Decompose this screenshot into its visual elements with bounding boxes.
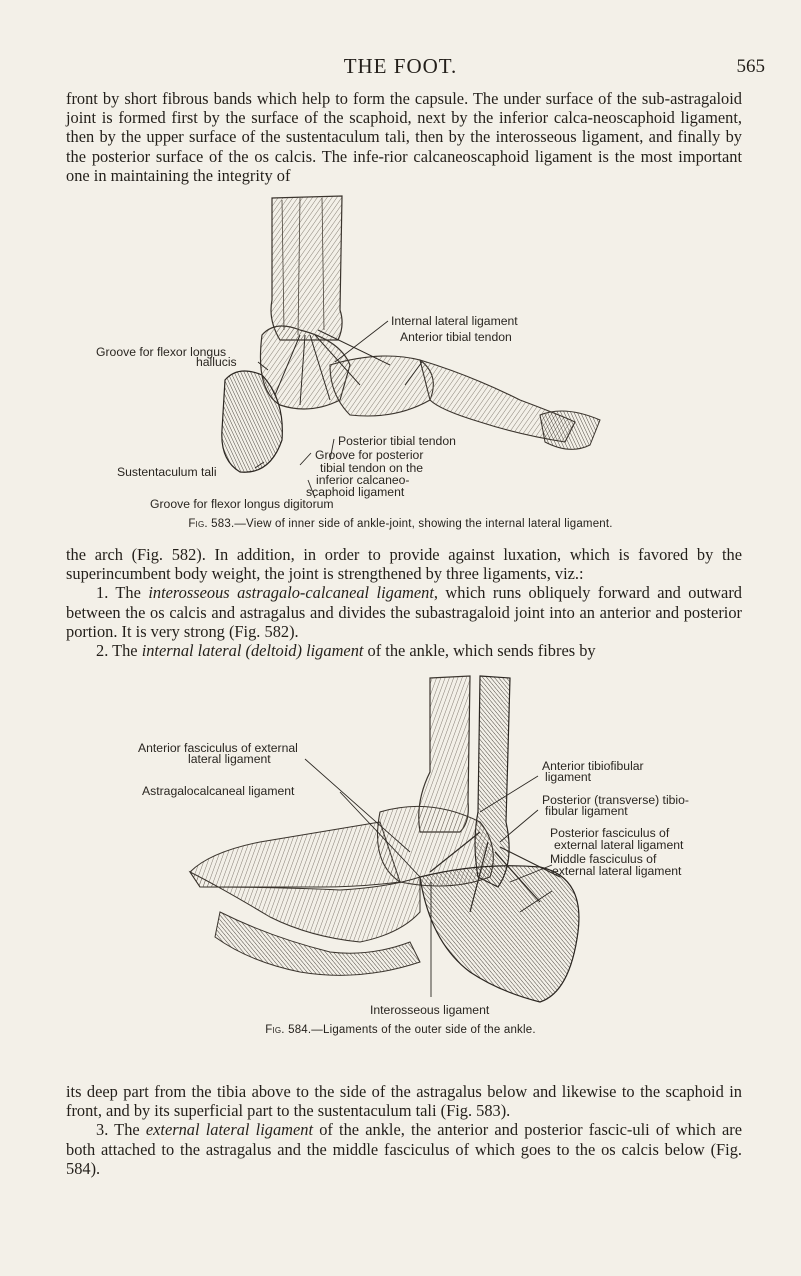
label-groove-posterior-3: inferior calcaneo- (316, 473, 410, 487)
label-interosseous-ligament: Interosseous ligament (370, 1003, 490, 1017)
caption-fig-584-number: Fig. 584. (265, 1024, 312, 1036)
caption-fig-583-number: Fig. 583. (188, 518, 235, 530)
item-2-name-c: ligament (306, 641, 364, 661)
item-3-name: external lateral ligament (145, 1120, 314, 1140)
label-astragalocalcaneal-ligament: Astragalocalcaneal ligament (142, 784, 295, 798)
label-posterior-fasciculus-2: external lateral ligament (554, 838, 684, 852)
paragraph-3-text: its deep part from the tibia above to the side of the astragalus below and likewise to the scaphoid in front, and by its superficial part to the sustentaculum tali (Fig. 583). (66, 1082, 742, 1121)
page-title: THE FOOT. (343, 54, 458, 78)
label-sustentaculum-tali: Sustentaculum tali (117, 465, 217, 479)
figure-584 (0, 672, 801, 1072)
paragraph-2 (66, 545, 742, 660)
label-anterior-tibial-tendon: Anterior tibial tendon (400, 330, 512, 344)
caption-fig-584 (0, 1024, 801, 1036)
item-3-number: 3. The (96, 1120, 146, 1140)
paragraph-2-intro: the arch (Fig. 582). In addition, in order to provide against luxation, which is favored by the superincumbent body weight, the joint is strengthened by three ligaments, viz.: (66, 545, 742, 584)
label-posterior-transverse-2: fibular ligament (545, 804, 628, 818)
item-2-number: 2. The (96, 641, 142, 661)
label-anterior-fasciculus-1: Anterior fasciculus of external (138, 741, 298, 755)
caption-fig-583-text: —View of inner side of ankle-joint, showing the internal lateral ligament. (234, 518, 613, 530)
label-posterior-transverse-1: Posterior (transverse) tibio- (542, 793, 689, 807)
label-groove-posterior-4: scaphoid ligament (306, 485, 405, 499)
label-middle-fasciculus-2: external lateral ligament (552, 864, 682, 878)
label-internal-lateral-ligament: Internal lateral ligament (391, 314, 518, 328)
label-groove-flexor-longus-digitorum: Groove for flexor longus digitorum (150, 497, 334, 511)
figure-583 (0, 190, 801, 530)
label-posterior-fasciculus-1: Posterior fasciculus of (550, 826, 670, 840)
label-groove-flexor-longus-hallucis: Groove for flexor longus (96, 345, 227, 359)
label-groove-posterior-2: tibial tendon on the (320, 461, 423, 475)
item-2-text: of the ankle, which sends fibres by (363, 641, 596, 661)
running-head (0, 52, 801, 82)
label-groove-posterior-1: Groove for posterior (315, 448, 424, 462)
label-anterior-fasciculus-2: lateral ligament (188, 752, 271, 766)
label-anterior-tibiofibular-2: ligament (545, 770, 592, 784)
caption-fig-584-text: —Ligaments of the outer side of the ankle. (311, 1024, 536, 1036)
paragraph-3 (66, 1082, 742, 1178)
item-2-name-a: internal lateral (141, 641, 242, 661)
item-2-name-b: (deltoid) (245, 641, 302, 661)
caption-fig-583 (0, 518, 801, 530)
item-1-number: 1. The (96, 583, 149, 603)
item-1-text: , which runs obliquely forward and outward between the os calcis and astragalus and divides the subastragaloid joint into an anterior and posterior portion. It is very strong (Fig. 582). (66, 583, 742, 641)
paragraph-1: front by short fibrous bands which help to form the capsule. The under surface of the sub-astragaloid joint is formed first by the surface of the scaphoid, next by the inferior calca-neoscaphoid ligament, then by the upper surface of the sustentaculum tali, then by the interosseous ligament, and finally by the posterior surface of the os calcis. The infe-rior calcaneoscaphoid ligament is the most important one in maintaining the integrity of (66, 89, 742, 185)
page-number: 565 (736, 56, 765, 77)
item-3-text: of the ankle, the anterior and posterior fascic-uli of which are both attached to the astragalus and the middle fasciculus of which goes to the os calcis below (Fig. 584). (66, 1120, 742, 1178)
label-middle-fasciculus-1: Middle fasciculus of (550, 852, 657, 866)
label-anterior-tibiofibular-1: Anterior tibiofibular (542, 759, 644, 773)
label-hallucis: hallucis (196, 355, 237, 369)
label-posterior-tibial-tendon: Posterior tibial tendon (338, 434, 456, 448)
item-1-name: interosseous astragalo-calcaneal ligament (148, 583, 434, 603)
